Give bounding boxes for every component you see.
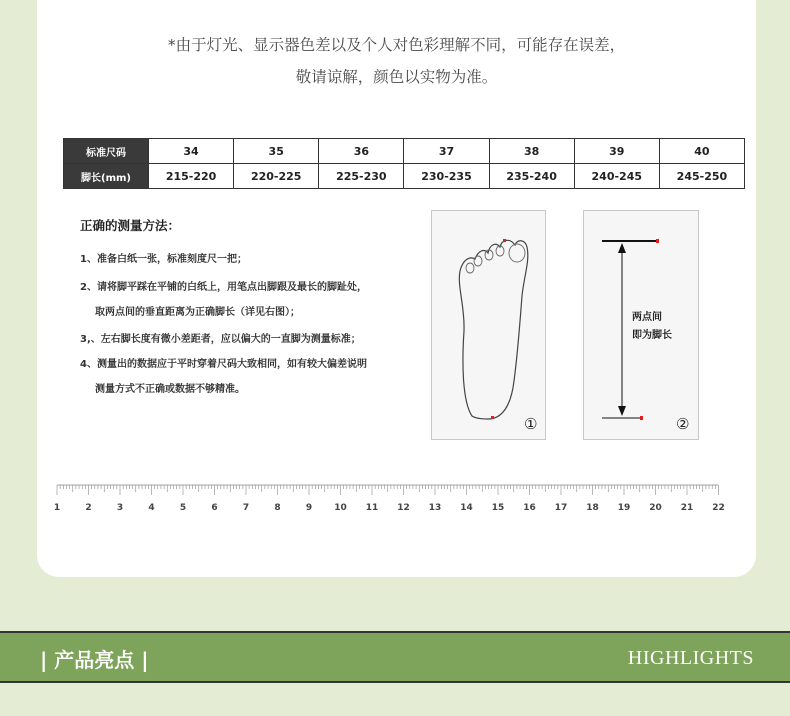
ruler-label: 7: [242, 503, 250, 513]
ruler-label: 14: [460, 503, 473, 513]
ruler-label: 22: [712, 503, 725, 513]
ruler-label: 18: [586, 503, 599, 513]
size-cell: 36: [319, 139, 404, 164]
foot-outline-illustration: [432, 211, 545, 439]
length-cell: 235-240: [489, 164, 574, 189]
measure-step-4-cont: 测量方式不正确或数据不够精准。: [95, 384, 245, 395]
toe-marker: [503, 239, 506, 242]
length-cell: 240-245: [574, 164, 659, 189]
ruler-label: 15: [491, 503, 505, 513]
measuring-ruler: [53, 483, 743, 523]
ruler-label: 20: [649, 503, 662, 513]
measure-step-2-cont: 取两点间的垂直距离为正确脚长（详见右图）；: [95, 307, 300, 318]
two-point-distance-label: [632, 309, 682, 345]
length-header-cell: 脚长(mm): [64, 164, 149, 189]
length-cell: 245-250: [659, 164, 744, 189]
size-cell: 39: [574, 139, 659, 164]
ruler-label: 4: [148, 503, 155, 513]
length-cell: 230-235: [404, 164, 489, 189]
measure-method-title: 正确的测量方法：: [80, 218, 181, 233]
length-cell: 215-220: [149, 164, 234, 189]
ruler-label: 2: [85, 503, 92, 513]
color-disclaimer-line2: 敬请谅解，颜色以实物为准。: [295, 68, 498, 86]
distance-label-line1: 两点间: [632, 312, 662, 323]
length-cell: 225-230: [319, 164, 404, 189]
figure-number-2: ②: [676, 415, 690, 433]
ruler-label: 8: [274, 503, 281, 513]
ruler-label: 21: [680, 503, 694, 513]
size-cell: 34: [149, 139, 234, 164]
ruler-label: 13: [428, 503, 442, 513]
measure-step-4: 4、测量出的数据应于平时穿着尺码大致相同，如有较大偏差说明: [80, 359, 367, 370]
measure-step-1: 1、准备白纸一张，标准刻度尺一把；: [80, 254, 247, 265]
ruler-label: 3: [116, 503, 124, 513]
ruler-label: 1: [53, 503, 61, 513]
ruler-label: 10: [334, 503, 347, 513]
figure-number-1: ①: [524, 415, 538, 433]
ruler-label: 5: [179, 503, 187, 513]
distance-label-line2: 即为脚长: [632, 330, 672, 341]
size-cell: 35: [234, 139, 319, 164]
size-cell: 40: [659, 139, 744, 164]
table-row-sizes: [64, 139, 745, 164]
measure-line-figure: [583, 210, 699, 440]
ruler-label: 12: [397, 503, 410, 513]
heel-marker: [491, 416, 494, 419]
length-cell: 220-225: [234, 164, 319, 189]
size-chart-table: [63, 138, 745, 189]
highlights-title-cn: | 产品亮点 |: [40, 648, 149, 672]
measure-step-3: 3,、左右脚长度有微小差距者，应以偏大的一直脚为测量标准；: [80, 334, 361, 345]
ruler-label: 17: [554, 503, 568, 513]
size-guide-card: [37, 0, 756, 577]
ruler-label: 9: [305, 503, 313, 513]
ruler-label: 19: [617, 503, 631, 513]
highlights-section-bar: [0, 631, 790, 683]
size-cell: 37: [404, 139, 489, 164]
ruler-label: 6: [211, 503, 218, 513]
size-cell: 38: [489, 139, 574, 164]
highlights-title-en: HIGHLIGHTS: [627, 647, 754, 669]
measure-step-2: 2、请将脚平踩在平铺的白纸上，用笔点出脚跟及最长的脚趾处，: [80, 282, 367, 293]
foot-outline-figure: [431, 210, 546, 440]
table-row-lengths: [64, 164, 745, 189]
color-disclaimer-line1: *由于灯光、显示器色差以及个人对色彩理解不同，可能存在误差，: [167, 36, 626, 54]
size-header-cell: 标准尺码: [64, 139, 149, 164]
ruler-label: 16: [523, 503, 536, 513]
ruler-label: 11: [365, 503, 379, 513]
